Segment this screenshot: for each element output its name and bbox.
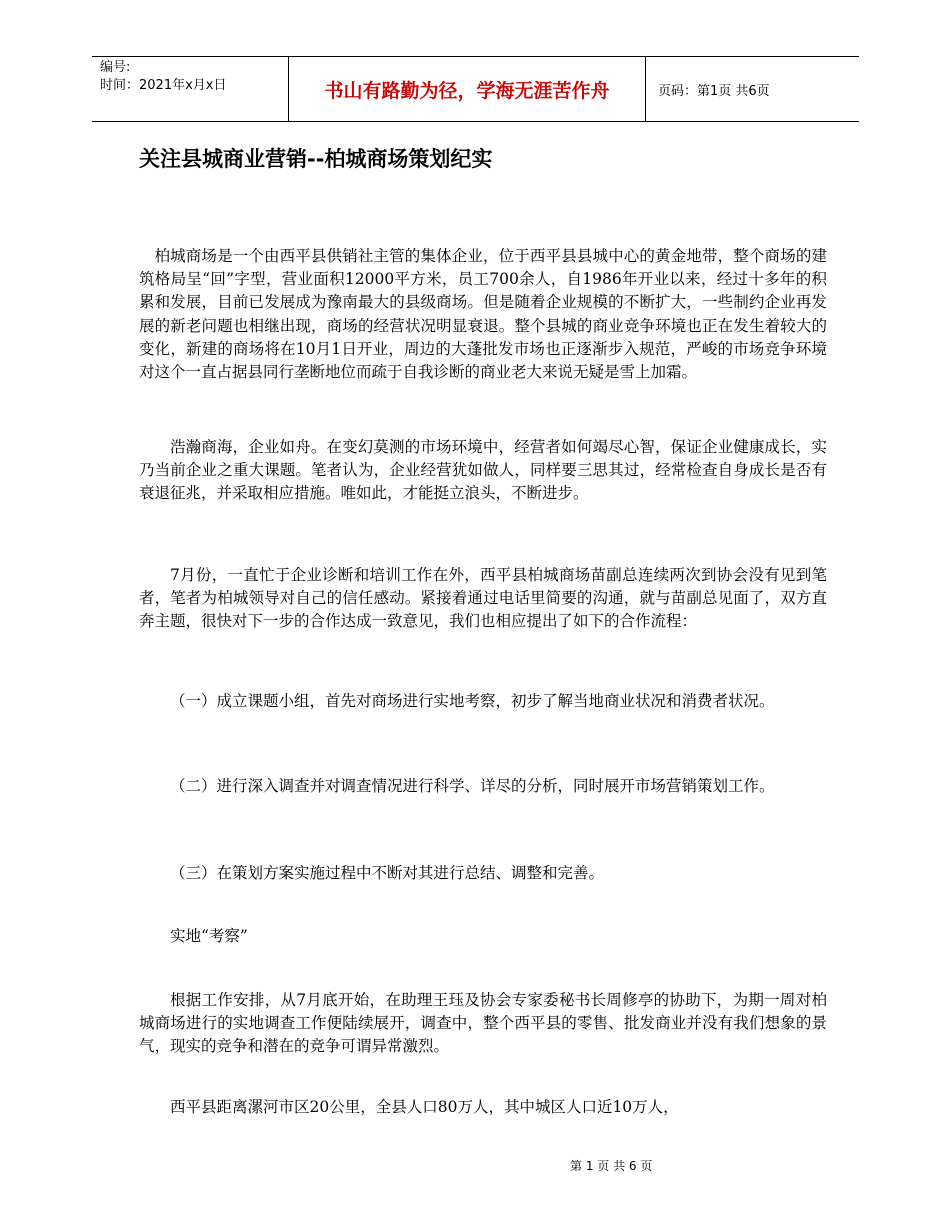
header-meta	[92, 57, 288, 121]
paragraph-step-2: （二）进行深入调查并对调查情况进行科学、详尽的分析，同时展开市场营销策划工作。	[170, 777, 775, 795]
time-label: 时间：2021年x月x日	[100, 78, 227, 93]
paragraph-work-plan: 根据工作安排，从7月底开始，在助理王珏及协会专家委秘书长周修亭的协助下，为期一周对柏城商场进行的实地调查工作便陆续展开，调查中，整个西平县的零售、批发商业并没有我们想象的景气，现实的竞争和潜在的竞争可谓异常激烈。	[139, 991, 827, 1056]
section-heading-inspection: 实地“考察”	[170, 927, 248, 945]
paragraph-commerce: 浩瀚商海，企业如舟。在变幻莫测的市场环境中，经营者如何竭尽心智，保证企业健康成长，实乃当前企业之重大课题。笔者认为，企业经营犹如做人，同样要三思其过，经常检查自身成长是否有衰退征兆，并采取相应措施。唯如此，才能挺立浪头，不断进步。	[139, 438, 827, 503]
footer-page-number: 第 1 页 共 6 页	[570, 1159, 653, 1173]
paragraph-step-1: （一）成立课题小组，首先对商场进行实地考察，初步了解当地商业状况和消费者状况。	[170, 692, 775, 710]
document-title: 关注县城商业营销--柏城商场策划纪实	[139, 147, 493, 171]
paragraph-xiping: 西平县距离漯河市区20公里，全县人口80万人，其中城区人口近10万人，	[170, 1098, 679, 1116]
doc-number-label: 编号:	[100, 60, 131, 75]
page-header	[92, 56, 859, 122]
header-motto: 书山有路勤为径，学海无涯苦作舟	[288, 57, 646, 121]
paragraph-step-3: （三）在策划方案实施过程中不断对其进行总结、调整和完善。	[170, 864, 605, 882]
header-page-info: 页码：第1页 共6页	[658, 83, 770, 99]
paragraph-july: 7月份，一直忙于企业诊断和培训工作在外，西平县柏城商场苗副总连续两次到协会没有见到笔者，笔者为柏城领导对自己的信任感动。紧接着通过电话里简要的沟通，就与苗副总见面了，双方直奔主题，很快对下一步的合作达成一致意见，我们也相应提出了如下的合作流程：	[139, 566, 827, 631]
paragraph-intro: 柏城商场是一个由西平县供销社主管的集体企业，位于西平县县城中心的黄金地带，整个商场的建筑格局呈“回”字型，营业面积12000平方米，员工700余人，自1986年开业以来，经过十多年的积累和发展，目前已发展成为豫南最大的县级商场。但是随着企业规模的不断扩大，一些制约企业再发展的新老问题也相继出现，商场的经营状况明显衰退。整个县城的商业竞争环境也正在发生着较大的变化，新建的商场将在10月1日开业，周边的大蓬批发市场也正逐渐步入规范，严峻的市场竞争环境对这个一直占据县同行垄断地位而疏于自我诊断的商业老大来说无疑是雪上加霜。	[139, 247, 827, 382]
